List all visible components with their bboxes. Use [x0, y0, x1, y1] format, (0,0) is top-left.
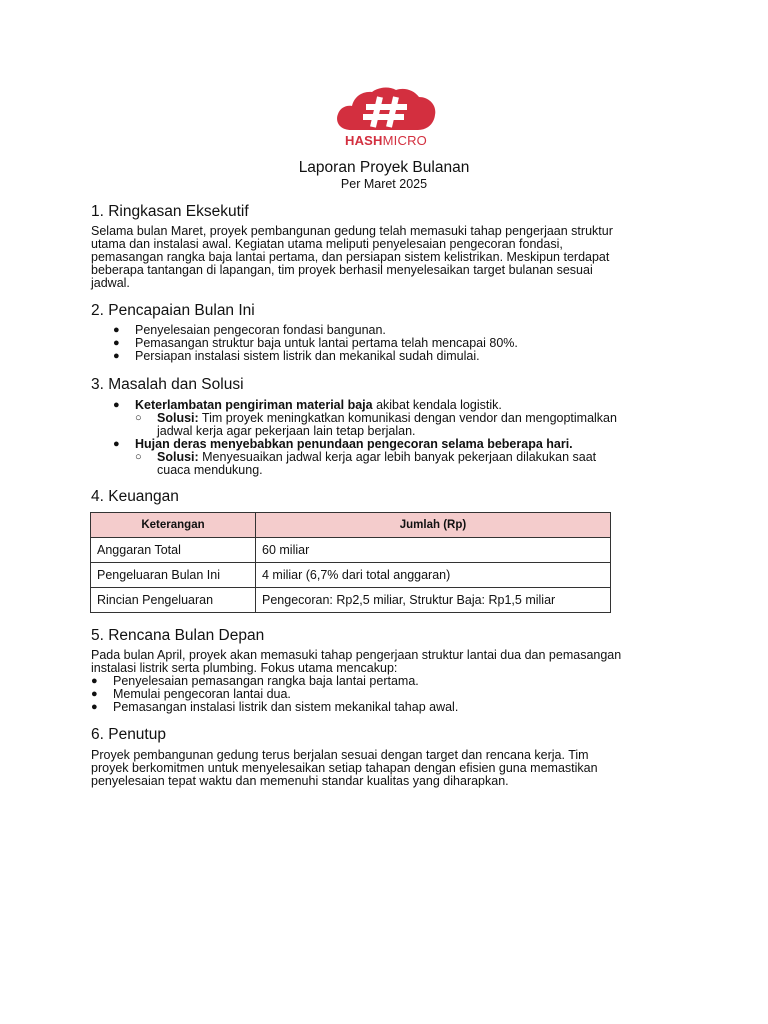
executive-summary-paragraph: [91, 225, 691, 290]
table-cell: Anggaran Total: [91, 538, 256, 563]
paragraph-line: Proyek pembangunan gedung terus berjalan sesuai dengan target dan rencana kerja. Tim: [91, 748, 589, 762]
logo-wordmark: HASHMICRO: [345, 133, 427, 148]
section-heading-executive-summary: 1. Ringkasan Eksekutif: [91, 203, 249, 220]
table-cell: Rincian Pengeluaran: [91, 588, 256, 613]
list-item: ● Persiapan instalasi sistem listrik dan mekanikal sudah dimulai.: [113, 349, 480, 363]
section-heading-finance: 4. Keuangan: [91, 488, 179, 505]
table-cell: Pengeluaran Bulan Ini: [91, 563, 256, 588]
finance-table: [90, 512, 611, 613]
list-item: ● Keterlambatan pengiriman material baja akibat kendala logistik. ○ Solusi: Tim proyek meningkatkan komunikasi dengan vendor dan mengoptimalkan jadwal kerja agar pekerjaan lain tetap berjalan.: [113, 399, 693, 438]
list-item: ○ Solusi: Tim proyek meningkatkan komunikasi dengan vendor dan mengoptimalkan jadwal kerja agar pekerjaan lain tetap berjalan.: [135, 411, 617, 438]
bullet-icon: ●: [91, 701, 98, 713]
solution-sublist: [135, 451, 693, 477]
list-item: ● Penyelesaian pengecoran fondasi bangunan.: [113, 323, 386, 337]
circle-bullet-icon: ○: [135, 412, 142, 424]
closing-paragraph: [91, 749, 691, 788]
section-heading-issues-solutions: 3. Masalah dan Solusi: [91, 376, 244, 393]
bullet-icon: ●: [113, 350, 120, 362]
solution-sublist: [135, 412, 693, 438]
list-item: ○ Solusi: Menyesuaikan jadwal kerja agar lebih banyak pekerjaan dilakukan saat cuaca mendukung.: [135, 450, 597, 477]
table-header-cell: Keterangan: [91, 513, 256, 538]
bullet-icon: ●: [91, 688, 98, 700]
achievements-list: [113, 324, 693, 363]
table-cell: Pengecoran: Rp2,5 miliar, Struktur Baja: Rp1,5 miliar: [256, 588, 611, 613]
next-month-paragraph: [91, 649, 691, 675]
section-heading-next-month-plan: 5. Rencana Bulan Depan: [91, 627, 265, 644]
report-subtitle: Per Maret 2025: [340, 177, 428, 191]
list-item: ● Penyelesaian pemasangan rangka baja lantai pertama.: [91, 674, 419, 688]
table-cell: 4 miliar (6,7% dari total anggaran): [256, 563, 611, 588]
bullet-icon: ●: [113, 337, 120, 349]
paragraph-line: proyek berkomitmen untuk menyelesaikan setiap tahapan dengan efisien guna memastikan: [91, 761, 598, 775]
table-cell: 60 miliar: [256, 538, 611, 563]
section-heading-achievements: 2. Pencapaian Bulan Ini: [91, 302, 255, 319]
paragraph-line: Pada bulan April, proyek akan memasuki tahap pengerjaan struktur lantai dua dan pemasangan: [91, 648, 622, 662]
paragraph-line: instalasi listrik serta plumbing. Fokus utama mencakup:: [91, 661, 398, 675]
list-item: ● Pemasangan instalasi listrik dan sistem mekanikal tahap awal.: [91, 700, 459, 714]
report-title: Laporan Proyek Bulanan: [298, 159, 470, 176]
table-row: [91, 563, 611, 588]
paragraph-line: jadwal.: [91, 276, 130, 290]
table-header-row: [91, 513, 611, 538]
table-header-cell: Jumlah (Rp): [256, 513, 611, 538]
bullet-icon: ●: [113, 438, 120, 450]
circle-bullet-icon: ○: [135, 451, 142, 463]
section-heading-closing: 6. Penutup: [91, 726, 166, 743]
hashmicro-logo: [333, 86, 439, 152]
bullet-icon: ●: [113, 324, 120, 336]
bullet-icon: ●: [113, 399, 120, 411]
table-row: [91, 538, 611, 563]
list-item: ● Hujan deras menyebabkan penundaan pengecoran selama beberapa hari. ○ Solusi: Menyesuaikan jadwal kerja agar lebih banyak pekerjaan dilakukan saat cuaca mendukung.: [113, 438, 693, 477]
paragraph-line: Selama bulan Maret, proyek pembangunan gedung telah memasuki tahap pengerjaan struktur: [91, 224, 613, 238]
paragraph-line: pemasangan rangka baja lantai pertama, dan persiapan sistem kelistrikan. Meskipun terdapat: [91, 250, 610, 264]
paragraph-line: beberapa tantangan di lapangan, tim proyek berhasil menyelesaikan target bulanan sesuai: [91, 263, 593, 277]
paragraph-line: penyelesaian tepat waktu dan memenuhi standar kualitas yang diharapkan.: [91, 774, 509, 788]
paragraph-line: utama dan instalasi awal. Kegiatan utama meliputi penyelesaian pengecoran fondasi,: [91, 237, 563, 251]
cloud-hashtag-icon: [333, 86, 439, 134]
table-row: [91, 588, 611, 613]
bullet-icon: ●: [91, 675, 98, 687]
list-item: ● Pemasangan struktur baja untuk lantai pertama telah mencapai 80%.: [113, 336, 518, 350]
next-month-list: [91, 675, 691, 714]
list-item: ● Memulai pengecoran lantai dua.: [91, 687, 291, 701]
issues-list: [113, 399, 693, 477]
